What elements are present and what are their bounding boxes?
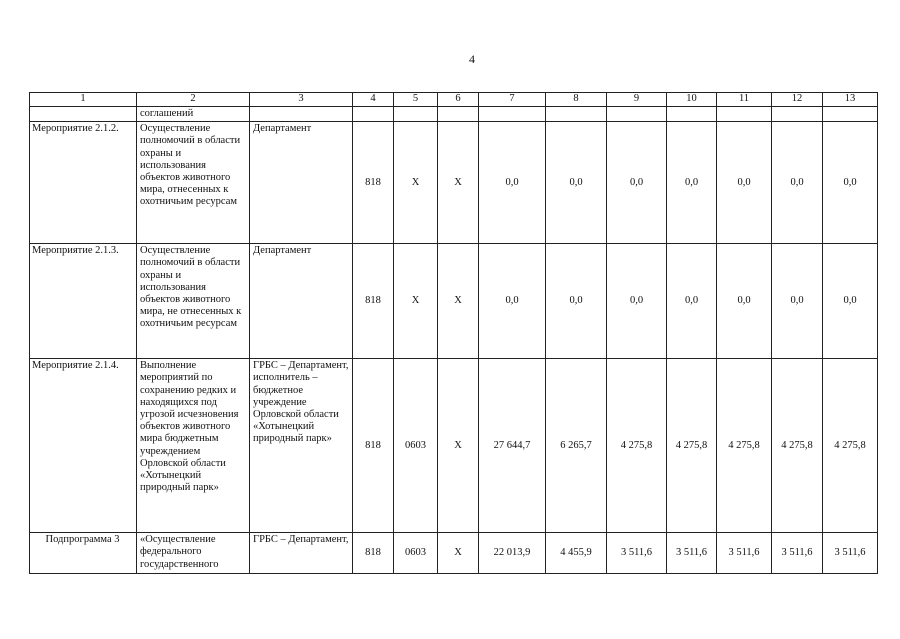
continuation-row bbox=[30, 107, 878, 122]
activity-code: Мероприятие 2.1.2. bbox=[30, 122, 137, 244]
value-cell: 3 511,6 bbox=[772, 533, 823, 574]
value-cell: 0,0 bbox=[823, 122, 878, 244]
column-number: 11 bbox=[717, 93, 772, 107]
responsible-party: ГРБС – Департамент, исполнитель – бюджетное учреждение Орловской области «Хотынецкий природный парк» bbox=[250, 359, 353, 533]
column-number: 6 bbox=[438, 93, 479, 107]
value-cell: 0,0 bbox=[546, 244, 607, 359]
column-number: 10 bbox=[667, 93, 717, 107]
value-cell: 0,0 bbox=[772, 244, 823, 359]
value-cell: 818 bbox=[353, 533, 394, 574]
value-cell: 0,0 bbox=[823, 244, 878, 359]
value-cell: 0,0 bbox=[667, 122, 717, 244]
value-cell: 3 511,6 bbox=[667, 533, 717, 574]
table-row bbox=[30, 359, 878, 533]
activity-description: Выполнение мероприятий по сохранению редких и находящихся под угрозой исчезновения объектов животного мира бюджетным учреждением Орловской области «Хотынецкий природный парк» bbox=[137, 359, 250, 533]
value-cell: 818 bbox=[353, 359, 394, 533]
value-cell: 0603 bbox=[394, 359, 438, 533]
value-cell: 0,0 bbox=[667, 244, 717, 359]
page-number: 4 bbox=[469, 52, 475, 66]
value-cell: 4 275,8 bbox=[772, 359, 823, 533]
value-cell: 0,0 bbox=[607, 122, 667, 244]
activity-code: Мероприятие 2.1.4. bbox=[30, 359, 137, 533]
value-cell: 0,0 bbox=[717, 122, 772, 244]
value-cell: 0,0 bbox=[717, 244, 772, 359]
value-cell: 4 275,8 bbox=[667, 359, 717, 533]
value-cell: X bbox=[394, 122, 438, 244]
value-cell: 0,0 bbox=[772, 122, 823, 244]
value-cell: 818 bbox=[353, 244, 394, 359]
value-cell: 3 511,6 bbox=[823, 533, 878, 574]
value-cell: 4 275,8 bbox=[607, 359, 667, 533]
value-cell: 3 511,6 bbox=[717, 533, 772, 574]
activity-description: Осуществление полномочий в области охраны и использования объектов животного мира, не отнесенных к охотничьим ресурсам bbox=[137, 244, 250, 359]
value-cell: 4 455,9 bbox=[546, 533, 607, 574]
activity-code: Подпрограмма 3 bbox=[30, 533, 137, 574]
value-cell: 22 013,9 bbox=[479, 533, 546, 574]
column-number: 4 bbox=[353, 93, 394, 107]
responsible-party: Департамент bbox=[250, 244, 353, 359]
responsible-party: Департамент bbox=[250, 122, 353, 244]
column-number: 8 bbox=[546, 93, 607, 107]
value-cell: 0,0 bbox=[546, 122, 607, 244]
column-number: 13 bbox=[823, 93, 878, 107]
column-number: 1 bbox=[30, 93, 137, 107]
activity-description: «Осуществление федерального государственного bbox=[137, 533, 250, 574]
activity-code: Мероприятие 2.1.3. bbox=[30, 244, 137, 359]
value-cell: X bbox=[438, 244, 479, 359]
value-cell: 4 275,8 bbox=[717, 359, 772, 533]
column-number: 7 bbox=[479, 93, 546, 107]
value-cell: 0,0 bbox=[479, 244, 546, 359]
value-cell: 6 265,7 bbox=[546, 359, 607, 533]
column-number: 12 bbox=[772, 93, 823, 107]
value-cell: 4 275,8 bbox=[823, 359, 878, 533]
value-cell: X bbox=[438, 533, 479, 574]
column-number: 2 bbox=[137, 93, 250, 107]
value-cell: 0,0 bbox=[479, 122, 546, 244]
responsible-party: ГРБС – Департамент, bbox=[250, 533, 353, 574]
value-cell: 27 644,7 bbox=[479, 359, 546, 533]
value-cell: X bbox=[438, 359, 479, 533]
table-row bbox=[30, 533, 878, 574]
value-cell: X bbox=[438, 122, 479, 244]
column-number: 9 bbox=[607, 93, 667, 107]
value-cell: X bbox=[394, 244, 438, 359]
value-cell: 0,0 bbox=[607, 244, 667, 359]
column-number: 5 bbox=[394, 93, 438, 107]
column-number: 3 bbox=[250, 93, 353, 107]
table-row bbox=[30, 122, 878, 244]
value-cell: 0603 bbox=[394, 533, 438, 574]
budget-table bbox=[29, 92, 878, 574]
value-cell: 818 bbox=[353, 122, 394, 244]
value-cell: 3 511,6 bbox=[607, 533, 667, 574]
table-row bbox=[30, 244, 878, 359]
continuation-text: соглашений bbox=[137, 107, 250, 122]
column-number-row bbox=[30, 93, 878, 107]
activity-description: Осуществление полномочий в области охраны и использования объектов животного мира, отнесенных к охотничьим ресурсам bbox=[137, 122, 250, 244]
